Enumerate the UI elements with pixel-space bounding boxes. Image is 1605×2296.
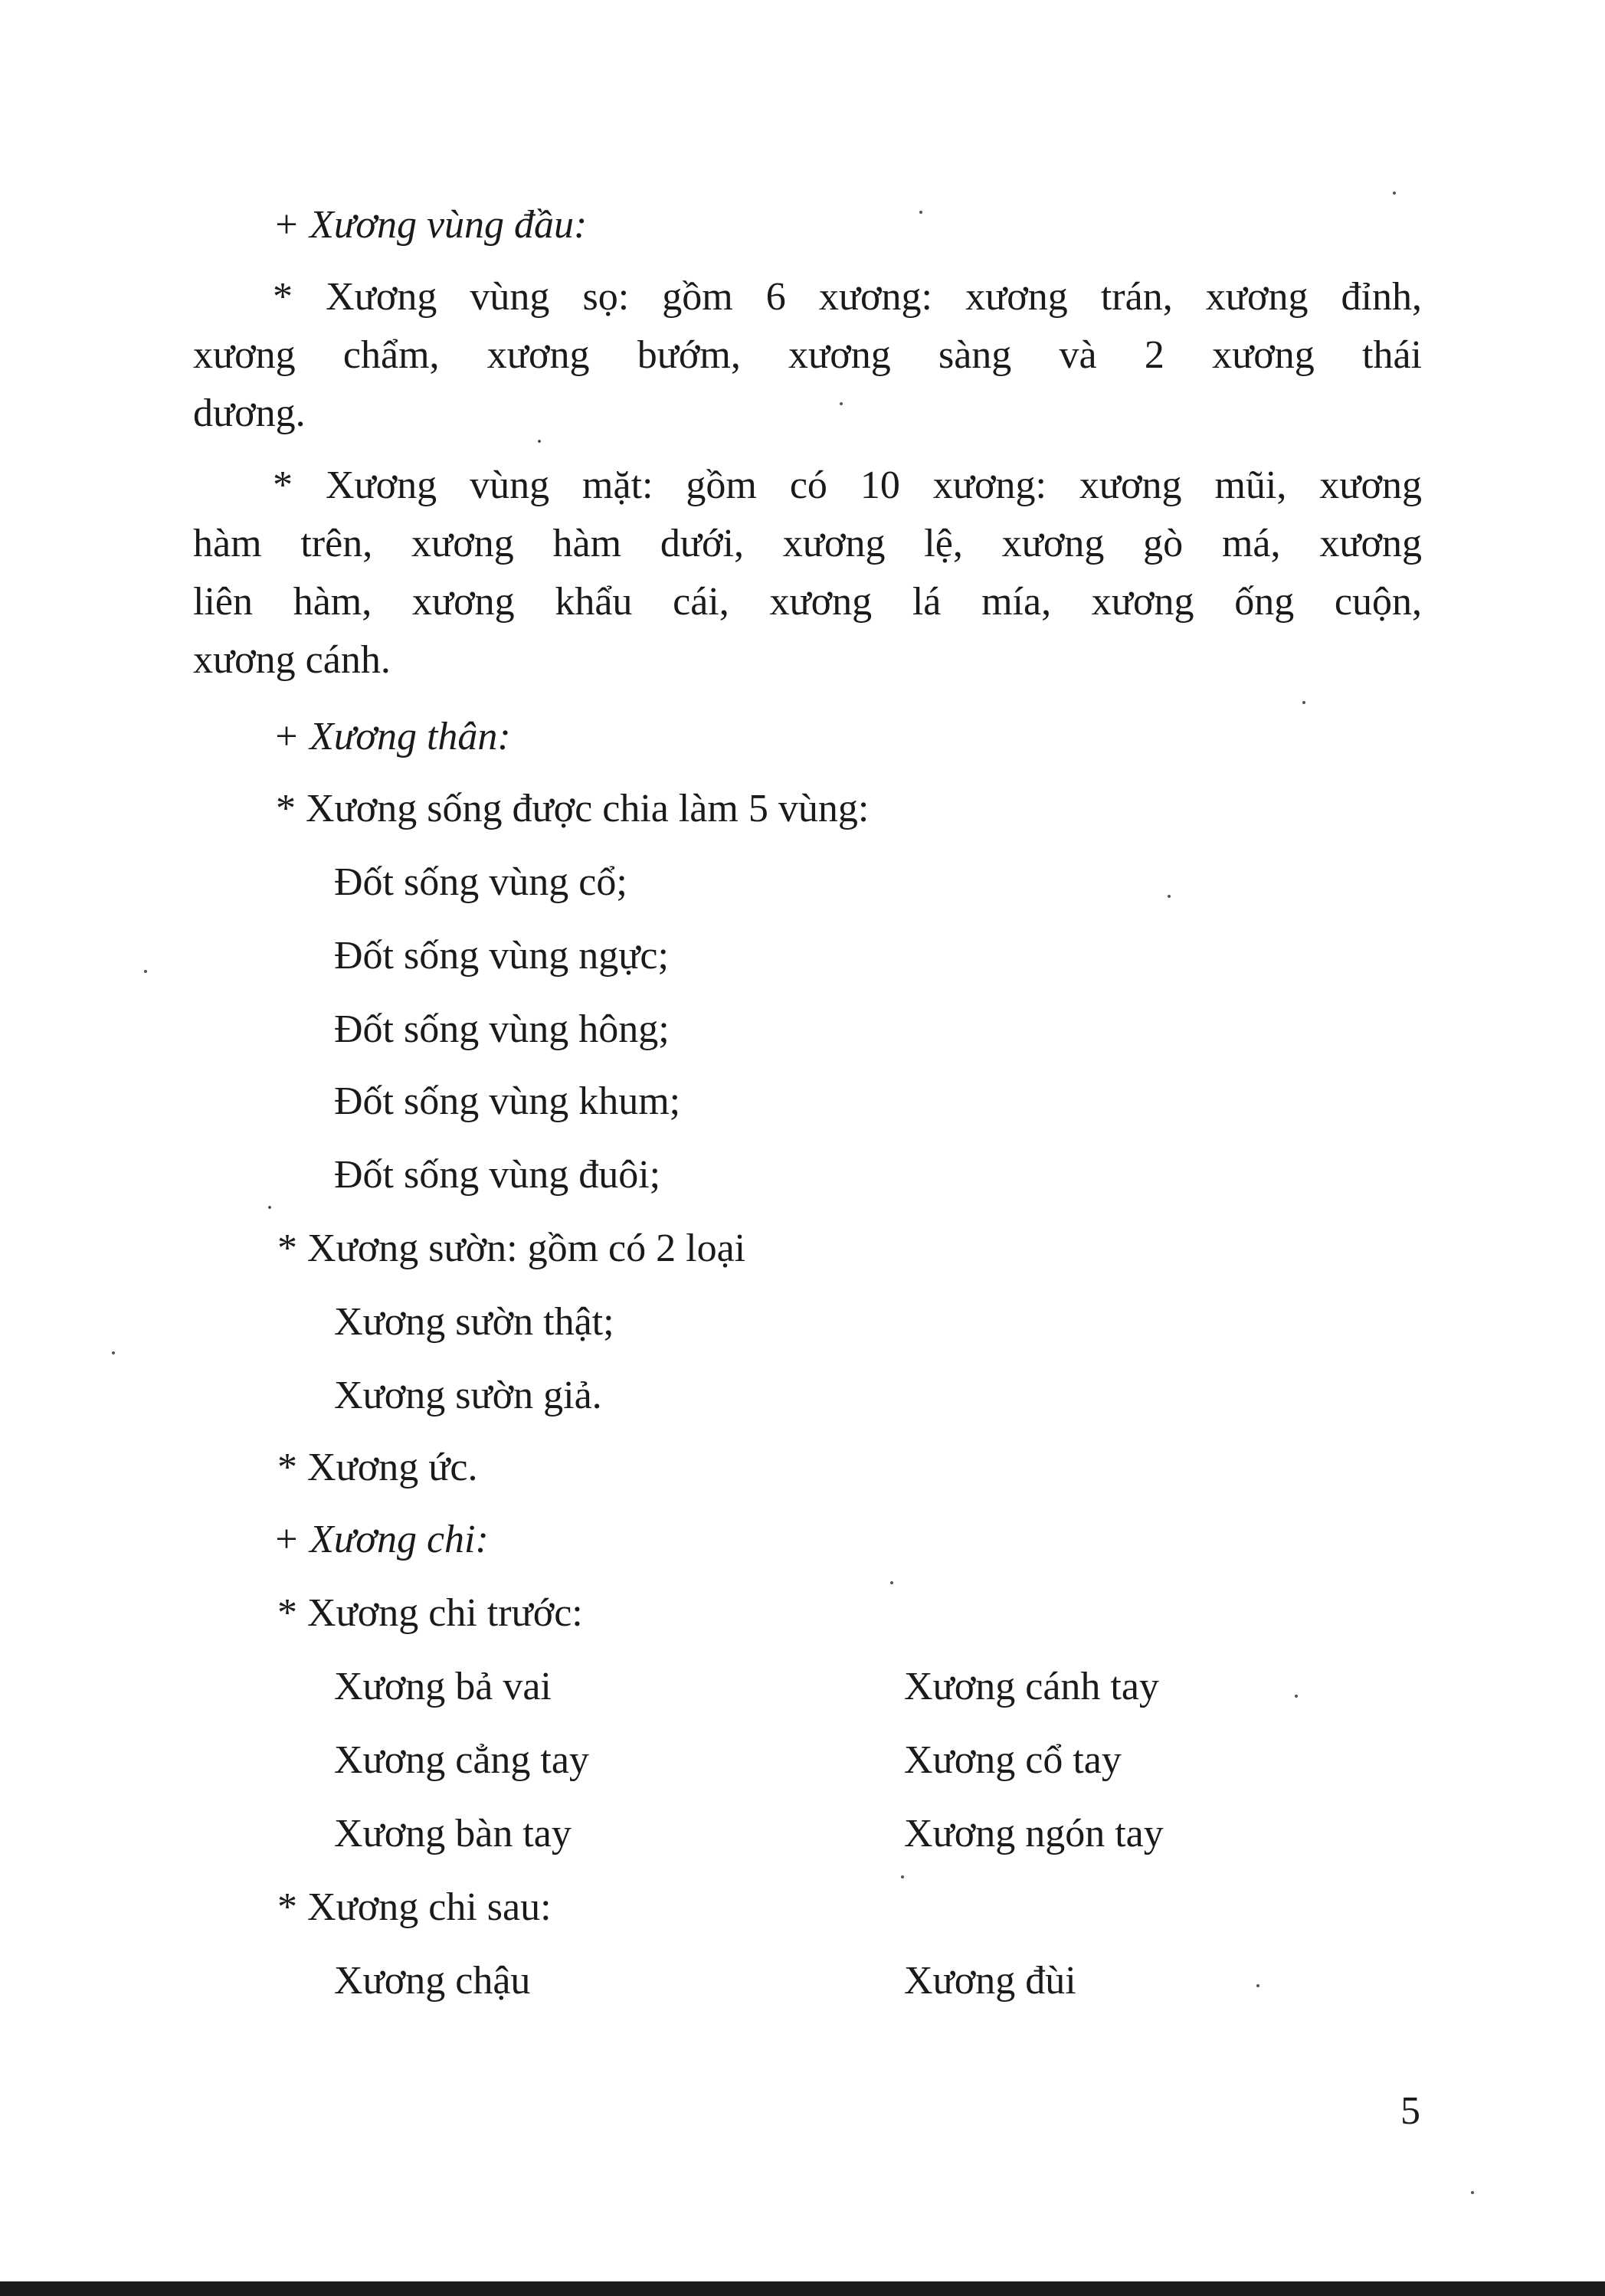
face-line-3: liên hàm, xương khẩu cái, xương lá mía, xương ống cuộn, — [193, 580, 1422, 624]
scan-speck — [1471, 2191, 1474, 2194]
page-number: 5 — [1400, 2089, 1420, 2133]
forelimb-right-item: Xương ngón tay — [904, 1812, 1164, 1855]
forelimb-left-item: Xương cẳng tay — [334, 1738, 589, 1782]
scan-bottom-edge — [0, 2281, 1605, 2296]
forelimb-intro: * Xương chi trước: — [277, 1591, 583, 1635]
heading-trunk-bones: + Xương thân: — [273, 715, 511, 758]
forelimb-left-item: Xương bả vai — [334, 1665, 552, 1708]
scan-speck — [890, 1581, 893, 1584]
scan-speck — [1393, 192, 1396, 195]
rib-item: Xương sườn giả. — [334, 1374, 602, 1417]
sternum: * Xương ức. — [277, 1446, 478, 1489]
rib-intro: * Xương sườn: gồm có 2 loại — [277, 1227, 746, 1270]
spine-item: Đốt sống vùng ngực; — [334, 934, 669, 978]
face-line-1: * Xương vùng mặt: gồm có 10 xương: xương mũi, xương — [273, 463, 1422, 507]
scan-speck — [144, 970, 147, 973]
scan-speck — [840, 402, 843, 405]
spine-item: Đốt sống vùng đuôi; — [334, 1153, 661, 1197]
hindlimb-left-item: Xương chậu — [334, 1959, 531, 2003]
scan-speck — [919, 211, 922, 214]
hindlimb-right-item: Xương đùi — [904, 1959, 1076, 2003]
scan-speck — [901, 1875, 904, 1878]
hindlimb-intro: * Xương chi sau: — [277, 1885, 552, 1929]
heading-head-bones: + Xương vùng đầu: — [273, 203, 588, 247]
face-line-2: hàm trên, xương hàm dưới, xương lệ, xương gò má, xương — [193, 522, 1422, 565]
spine-item: Đốt sống vùng hông; — [334, 1007, 670, 1051]
spine-item: Đốt sống vùng cổ; — [334, 860, 627, 904]
heading-limb-bones: + Xương chi: — [273, 1518, 489, 1561]
rib-item: Xương sườn thật; — [334, 1300, 614, 1344]
skull-line-2: xương chẩm, xương bướm, xương sàng và 2 xương thái — [193, 333, 1422, 377]
scan-speck — [112, 1351, 115, 1354]
scan-speck — [1302, 701, 1305, 704]
forelimb-right-item: Xương cổ tay — [904, 1738, 1122, 1782]
scan-speck — [538, 440, 541, 443]
spine-item: Đốt sống vùng khum; — [334, 1079, 681, 1123]
scan-speck — [1168, 895, 1171, 898]
skull-line-3: dương. — [193, 391, 306, 435]
scan-speck — [1256, 1984, 1259, 1987]
forelimb-left-item: Xương bàn tay — [334, 1812, 572, 1855]
spine-intro: * Xương sống được chia làm 5 vùng: — [276, 787, 870, 830]
skull-line-1: * Xương vùng sọ: gồm 6 xương: xương trán, xương đỉnh, — [273, 275, 1422, 319]
forelimb-right-item: Xương cánh tay — [904, 1665, 1159, 1708]
scan-speck — [1295, 1695, 1298, 1698]
scan-speck — [268, 1206, 271, 1209]
face-line-4: xương cánh. — [193, 638, 391, 682]
